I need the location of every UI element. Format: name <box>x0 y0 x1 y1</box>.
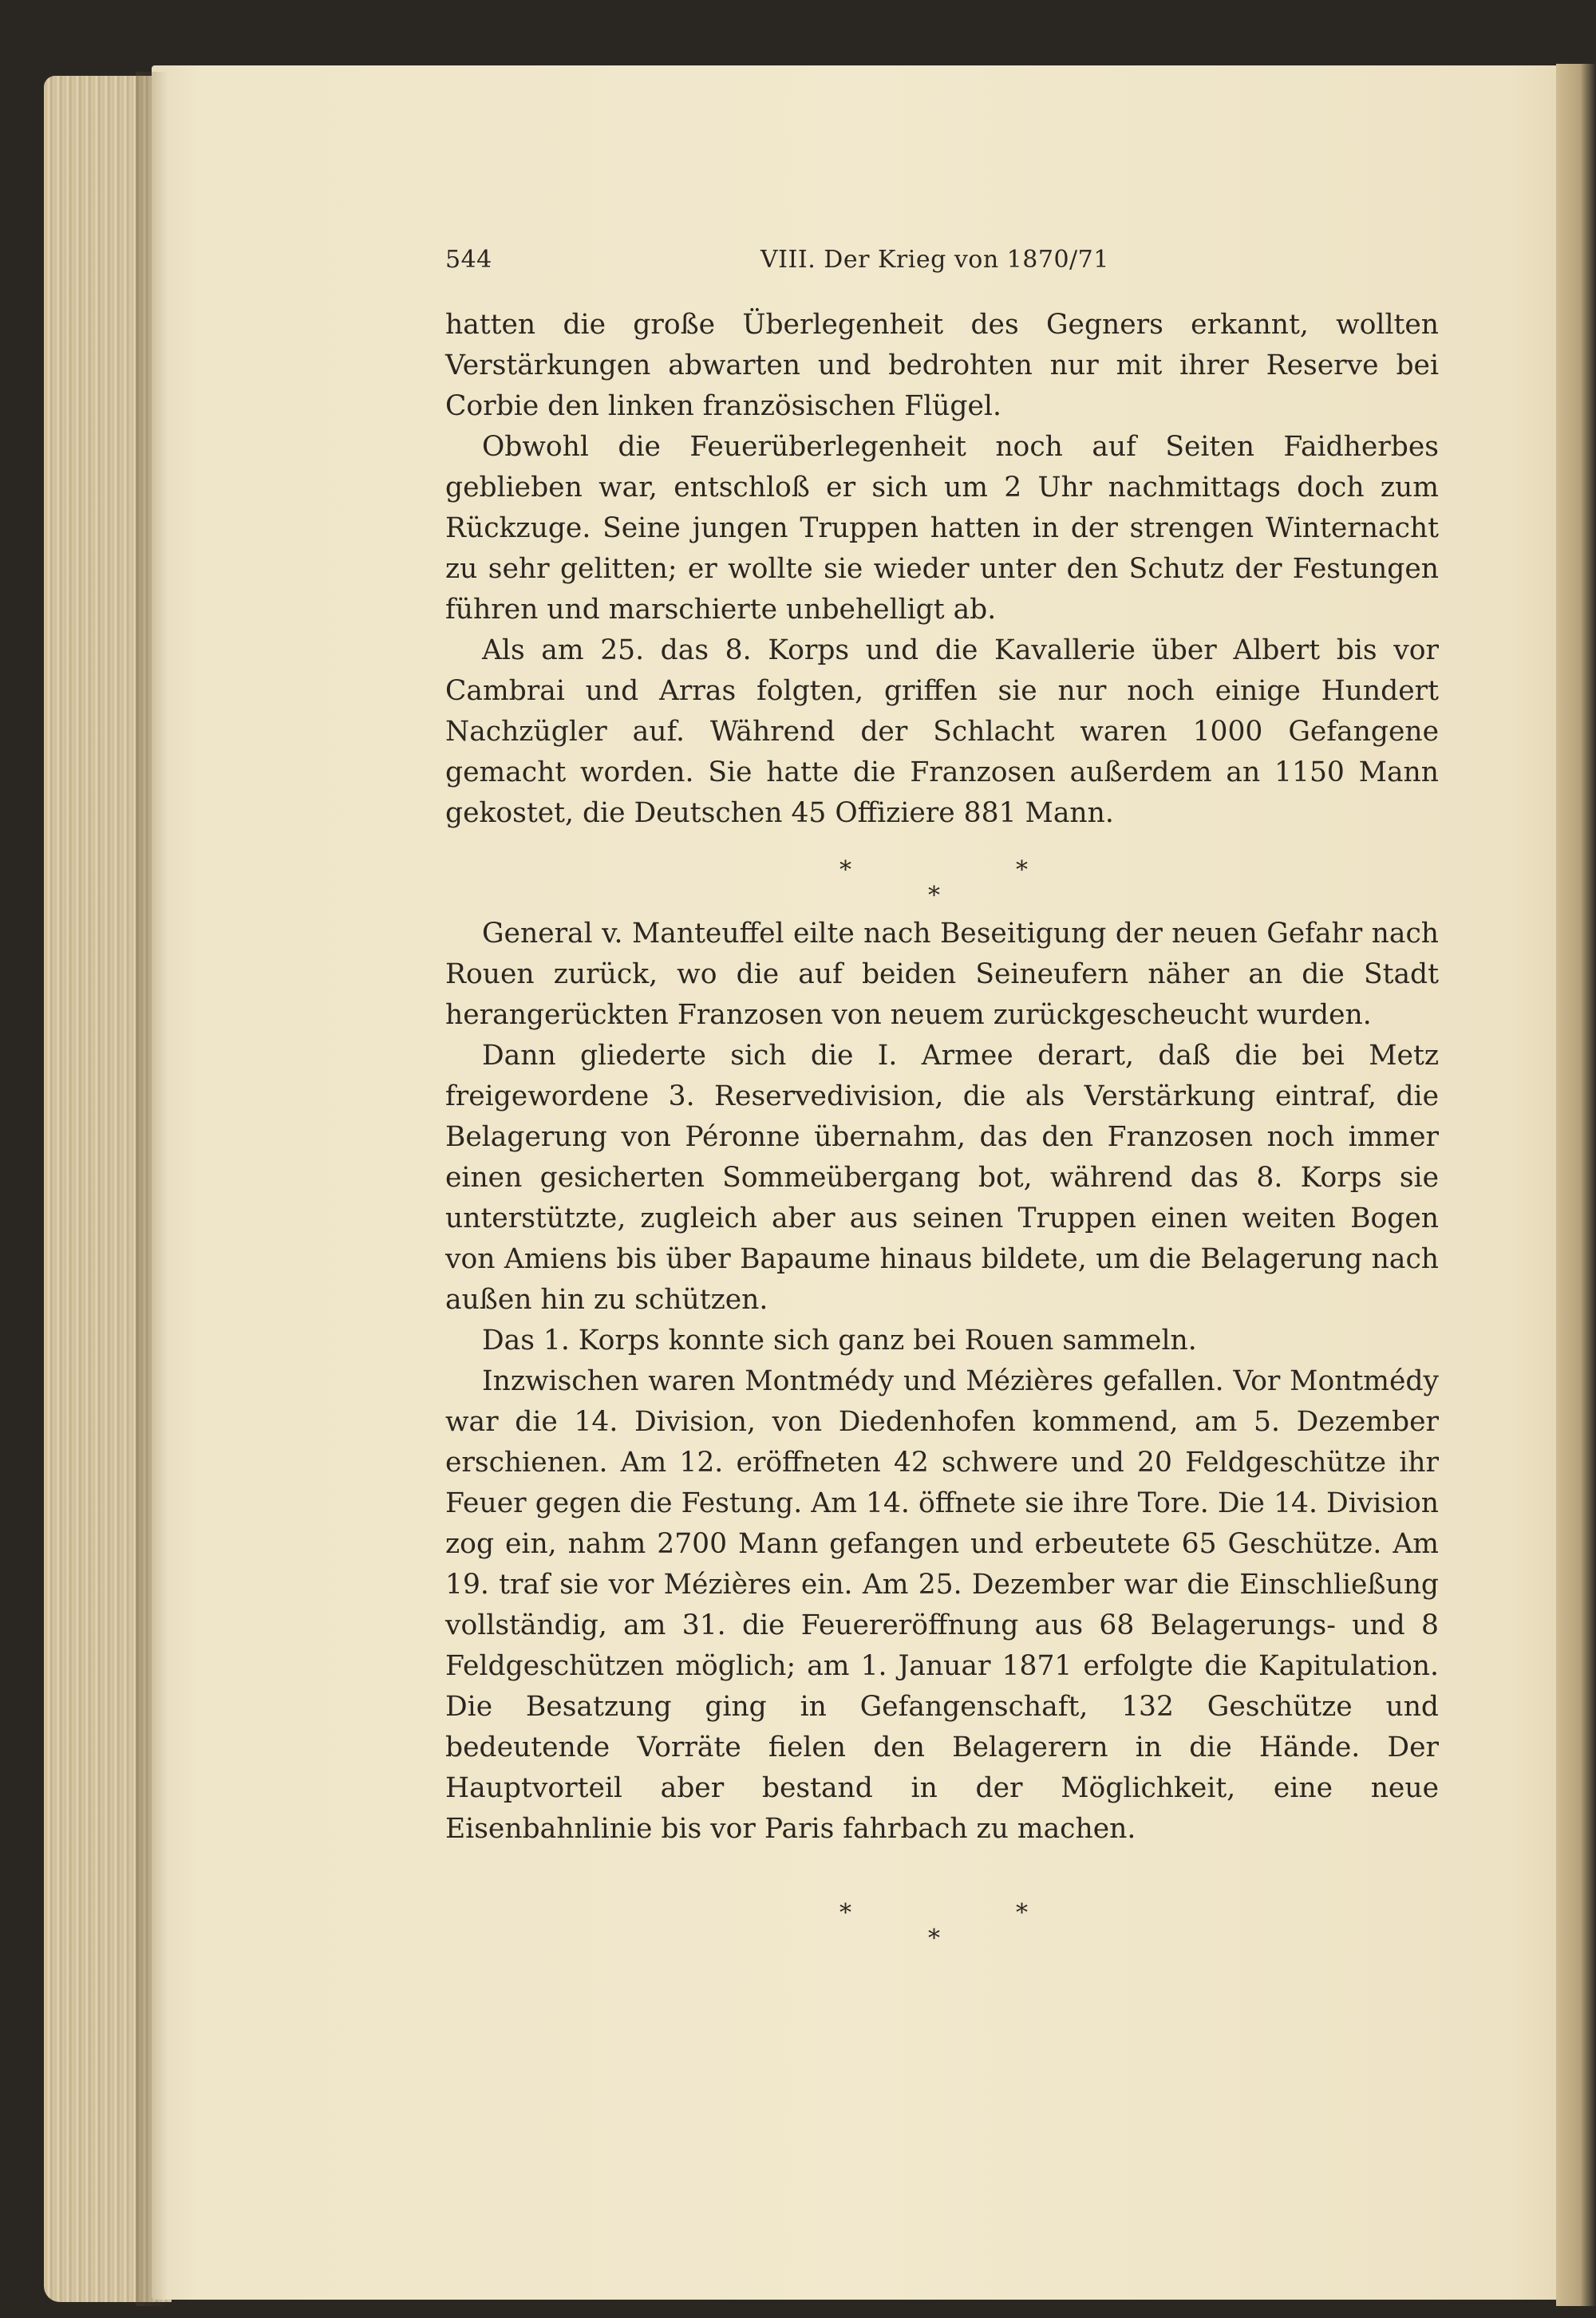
section-asterism <box>445 1877 1439 1957</box>
section-asterism <box>445 834 1439 914</box>
page-content <box>445 239 1439 1957</box>
asterisk: * <box>1016 856 1028 884</box>
page-header <box>445 239 1439 287</box>
paragraph: Das 1. Korps konnte sich ganz bei Rouen sammeln. <box>482 1325 1197 1356</box>
asterisk: * <box>839 856 851 884</box>
running-head: VIII. Der Krieg von 1870/71 <box>760 246 1109 274</box>
asterisk: * <box>928 1925 940 1953</box>
gutter-shadow <box>136 72 168 2306</box>
paragraph: Als am 25. das 8. Korps und die Kavallerie über Albert bis vor Cambrai und Arras folgten, griffen sie nur noch einige Hundert Nachzügler auf. Während der Schlacht waren 1000 Gefangene gemacht worden. Sie hatte die Franzosen außerdem an 1150 Mann gekostet, die Deutschen 45 Offiziere 881 Mann. <box>445 634 1439 829</box>
facing-page-edge <box>1556 64 1596 2306</box>
paragraph: Inzwischen waren Montmédy und Mézières gefallen. Vor Montmédy war die 14. Division, von Diedenhofen kommend, am 5. Dezember erschienen. Am 12. eröffneten 42 schwere und 20 Feldgeschütze ihr Feuer gegen die Festung. Am 14. öffnete sie ihre Tore. Die 14. Division zog ein, nahm 2700 Mann gefangen und erbeutete 65 Geschütze. Am 19. traf sie vor Mézières ein. Am 25. Dezember war die Einschließung vollständig, am 31. die Feuereröffnung aus 68 Belagerungs- und 8 Feldgeschützen möglich; am 1. Januar 1871 erfolgte die Kapitulation. Die Besatzung ging in Gefangenschaft, 132 Geschütze und bedeutende Vorräte fielen den Belagerern in die Hände. Der Hauptvorteil aber bestand in der Möglichkeit, eine neue Eisenbahnlinie bis vor Paris fahrbach zu machen. <box>445 1365 1439 1845</box>
paragraph: hatten die große Überlegenheit des Gegners erkannt, wollten Verstärkungen abwarten und bedrohten nur mit ihrer Reserve bei Corbie den linken französischen Flügel. <box>445 309 1439 422</box>
paragraph: Dann gliederte sich die I. Armee derart, daß die bei Metz freigewordene 3. Reservedivision, die als Verstärkung eintraf, die Belagerung von Péronne übernahm, das den Franzosen noch immer einen gesicherten Sommeübergang bot, während das 8. Korps sie unterstützte, zugleich aber aus seinen Truppen einen weiten Bogen von Amiens bis über Bapaume hinaus bildete, um die Belagerung nach außen hin zu schützen. <box>445 1040 1439 1316</box>
page-number: 544 <box>445 246 492 274</box>
asterisk: * <box>839 1899 851 1927</box>
asterisk: * <box>1016 1899 1028 1927</box>
paragraph: Obwohl die Feuerüberlegenheit noch auf Seiten Faidherbes geblieben war, entschloß er sich um 2 Uhr nachmittags doch zum Rückzuge. Seine jungen Truppen hatten in der strengen Winternacht zu sehr gelitten; er wollte sie wieder unter den Schutz der Festungen führen und marschierte unbehelligt ab. <box>445 431 1439 626</box>
asterisk: * <box>928 882 940 910</box>
paragraph: General v. Manteuffel eilte nach Beseitigung der neuen Gefahr nach Rouen zurück, wo die auf beiden Seineufern näher an die Stadt herangerückten Franzosen von neuem zurückgescheucht wurden. <box>445 918 1439 1031</box>
